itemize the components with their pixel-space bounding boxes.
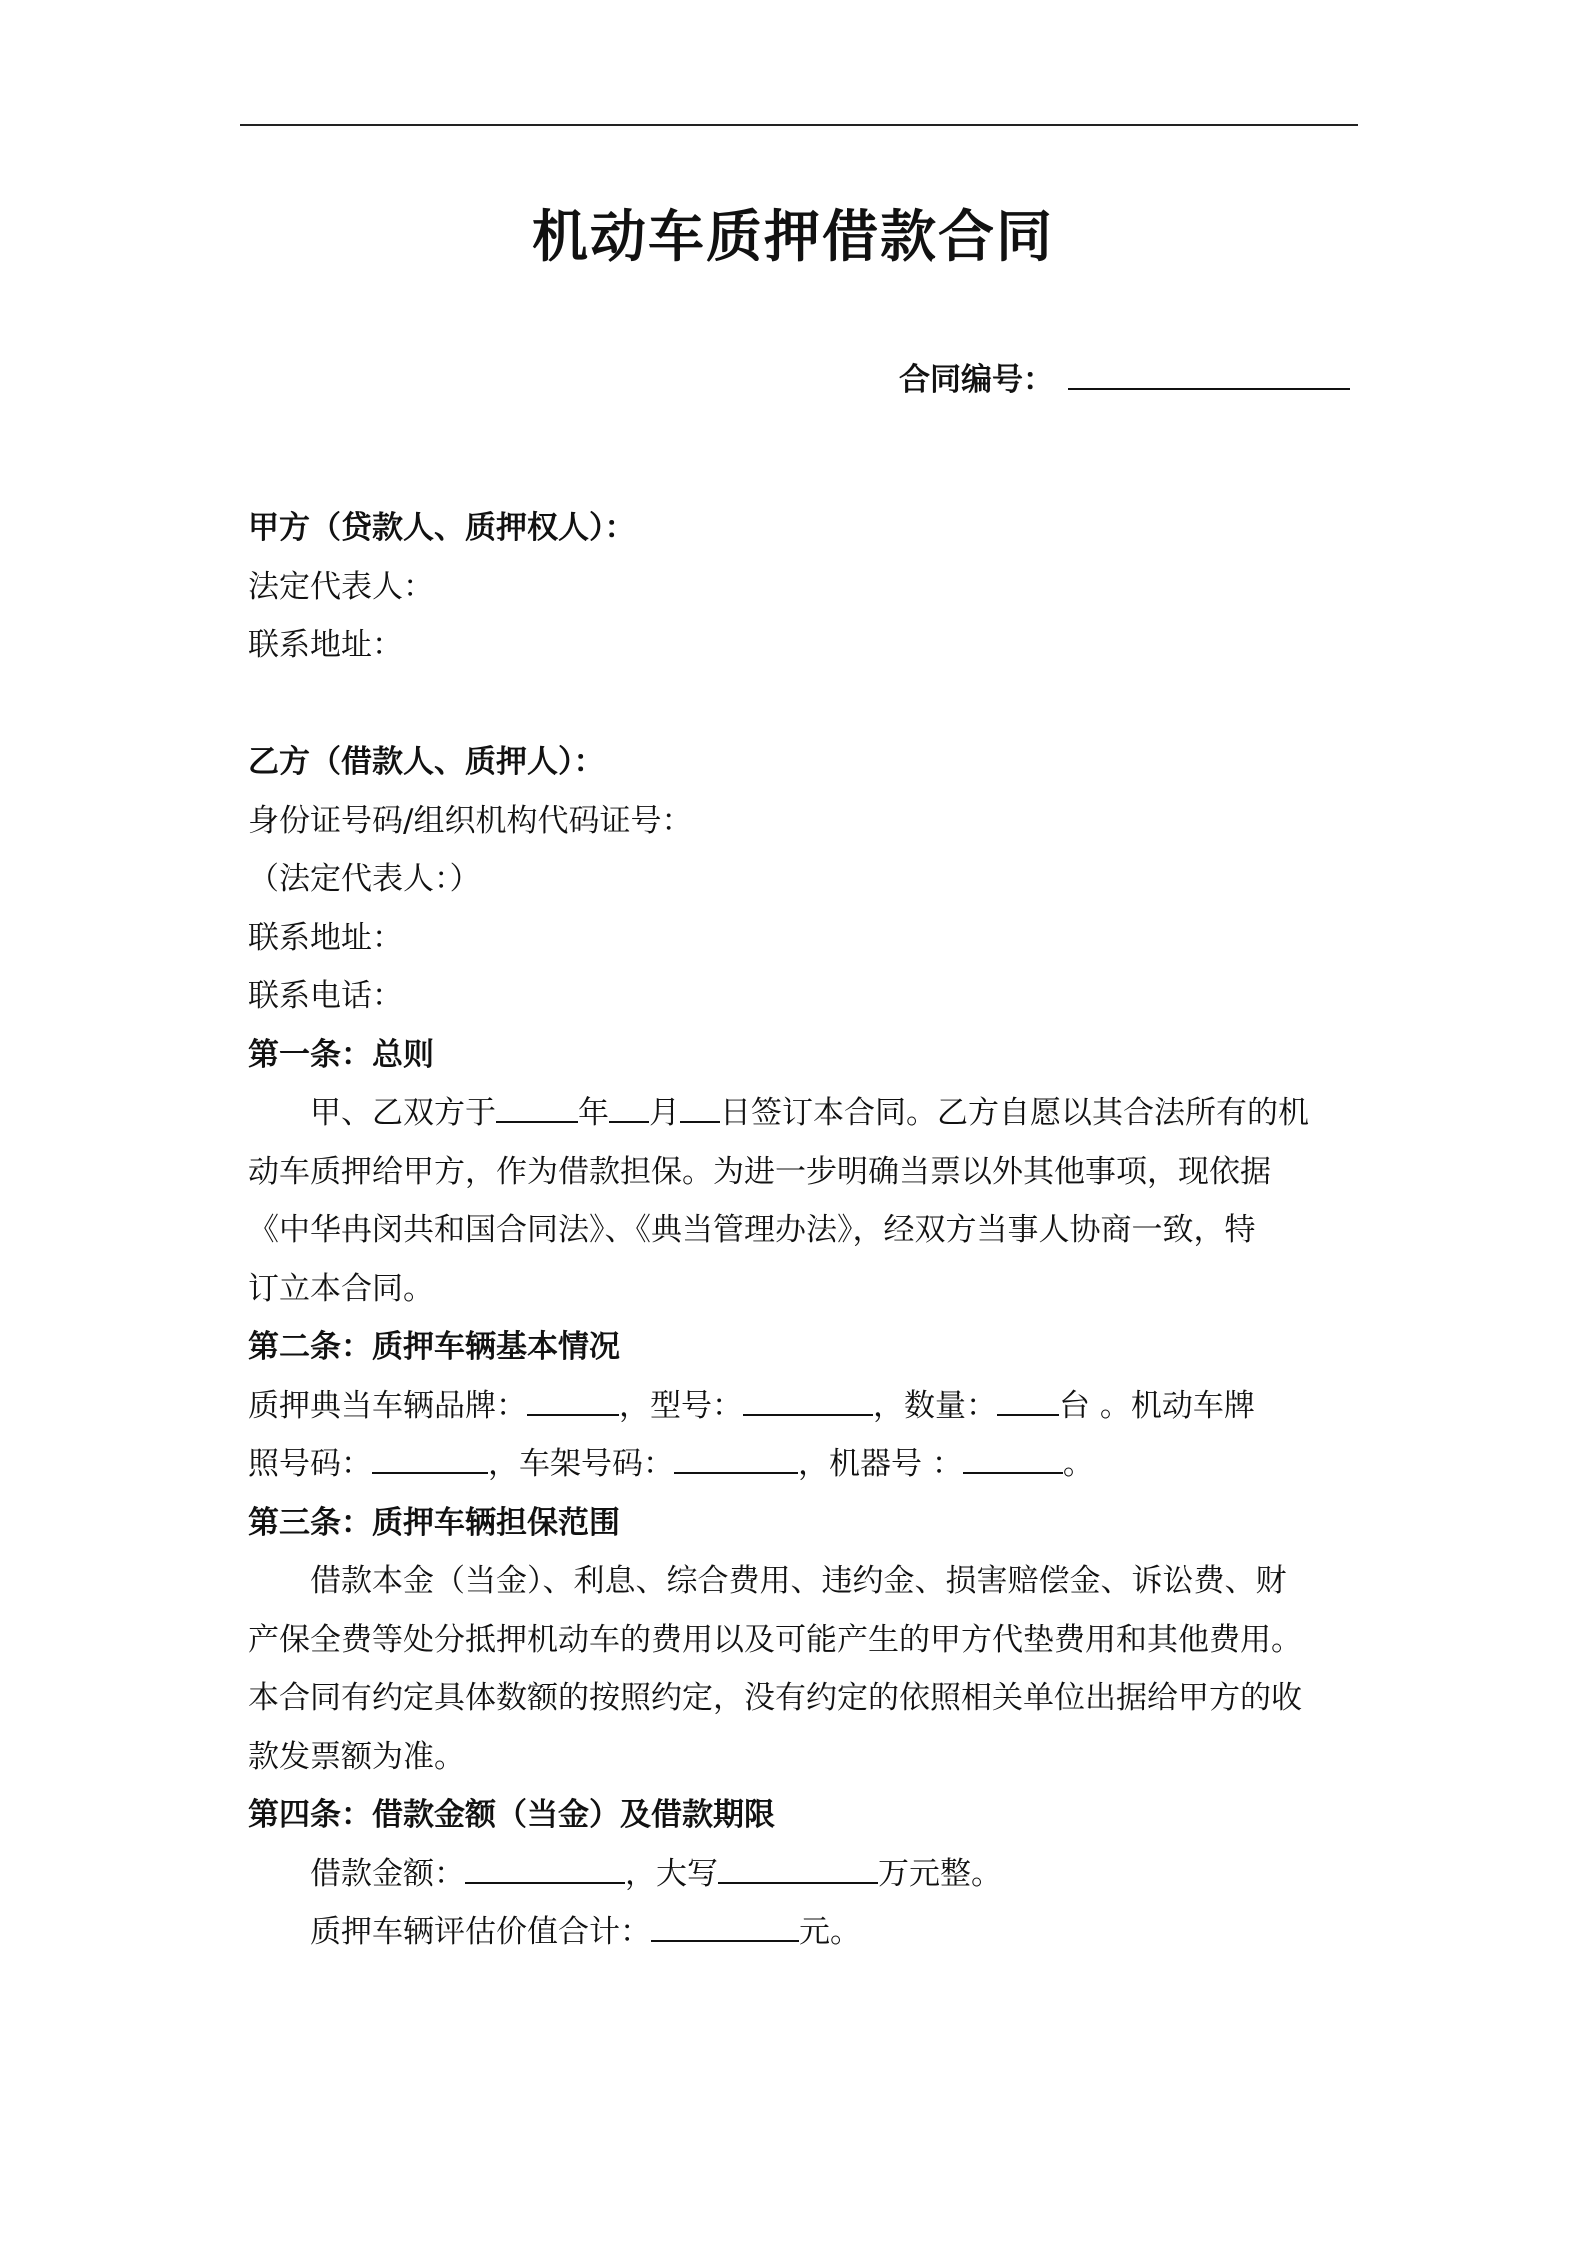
party-b-heading: 乙方（借款人、质押人）： [248, 744, 605, 780]
text-segment: 质押车辆评估价值合计： [310, 1914, 651, 1950]
text-segment: 甲、乙双方于 [310, 1095, 496, 1131]
article-3-line-3: 本合同有约定具体数额的按照约定，没有约定的依照相关单位出据给甲方的收 [248, 1680, 1302, 1716]
model-blank [743, 1380, 873, 1416]
month-blank [609, 1087, 649, 1123]
party-b-phone: 联系电话： [248, 978, 403, 1014]
party-b-rep: （法定代表人：） [248, 861, 481, 897]
engine-blank [963, 1438, 1063, 1474]
text-segment: 日签订本合同。乙方自愿以其合法所有的机 [720, 1095, 1309, 1131]
spacer [248, 675, 1358, 734]
document-title: 机动车质押借款合同 [532, 205, 1054, 270]
text-segment: 万元整。 [878, 1855, 1002, 1892]
article-4-line-1 [248, 1845, 1358, 1904]
header-rule [240, 124, 1358, 126]
loan-amount-blank [465, 1848, 625, 1884]
valuation-blank [651, 1906, 799, 1942]
text-segment: 年 [578, 1095, 609, 1131]
plate-blank [372, 1438, 488, 1474]
document-body [248, 499, 1358, 1962]
quantity-blank [997, 1380, 1059, 1416]
party-a-address: 联系地址： [248, 627, 403, 663]
text-segment: 月 [649, 1095, 680, 1131]
text-segment: 借款金额： [310, 1855, 465, 1892]
day-blank [680, 1087, 720, 1123]
article-3-heading: 第三条：质押车辆担保范围 [248, 1504, 620, 1541]
party-a-rep: 法定代表人： [248, 568, 434, 605]
contract-number-label: 合同编号： [899, 362, 1054, 398]
text-segment: 。 [1062, 1446, 1094, 1482]
article-2-line-1 [248, 1377, 1358, 1436]
article-4-line-2 [248, 1903, 1358, 1962]
text-segment: 台 。机动车牌 [1059, 1387, 1255, 1424]
party-b-address: 联系地址： [248, 919, 403, 956]
text-segment: ，车架号码： [488, 1446, 674, 1482]
article-3-line-4: 款发票额为准。 [248, 1738, 465, 1775]
text-segment: ，大写 [625, 1855, 718, 1892]
article-3-line-2: 产保全费等处分抵押机动车的费用以及可能产生的甲方代垫费用和其他费用。 [248, 1621, 1302, 1658]
article-2-line-2 [248, 1435, 1358, 1494]
article-4-heading: 第四条：借款金额（当金）及借款期限 [248, 1797, 775, 1833]
text-segment: 元。 [799, 1914, 861, 1950]
article-1-line-1 [248, 1084, 1358, 1143]
text-segment: ，机器号 ： [798, 1446, 963, 1482]
loan-amount-words-blank [718, 1848, 878, 1884]
brand-blank [527, 1380, 619, 1416]
article-1-heading: 第一条：总则 [248, 1036, 434, 1073]
party-a-heading: 甲方（贷款人、质押权人）： [248, 510, 636, 546]
article-1-line-4: 订立本合同。 [248, 1270, 434, 1307]
article-2-heading: 第二条：质押车辆基本情况 [248, 1329, 620, 1365]
article-1-line-2: 动车质押给甲方，作为借款担保。为进一步明确当票以外其他事项，现依据 [248, 1153, 1271, 1190]
contract-number [899, 352, 1350, 405]
vin-blank [674, 1438, 798, 1474]
article-3-line-1: 借款本金（当金）、利息、综合费用、违约金、损害赔偿金、诉讼费、财 [310, 1563, 1287, 1599]
contract-number-blank [1068, 352, 1350, 390]
text-segment: 质押典当车辆品牌： [248, 1387, 527, 1424]
text-segment: ，型号： [619, 1387, 743, 1424]
text-segment: ，数量： [873, 1387, 997, 1424]
year-blank [496, 1087, 578, 1123]
article-1-line-3: 《中华冉闵共和国合同法》、《典当管理办法》，经双方当事人协商一致，特 [248, 1212, 1256, 1248]
text-segment: 照号码： [248, 1446, 372, 1482]
party-b-id: 身份证号码/组织机构代码证号： [248, 802, 693, 839]
